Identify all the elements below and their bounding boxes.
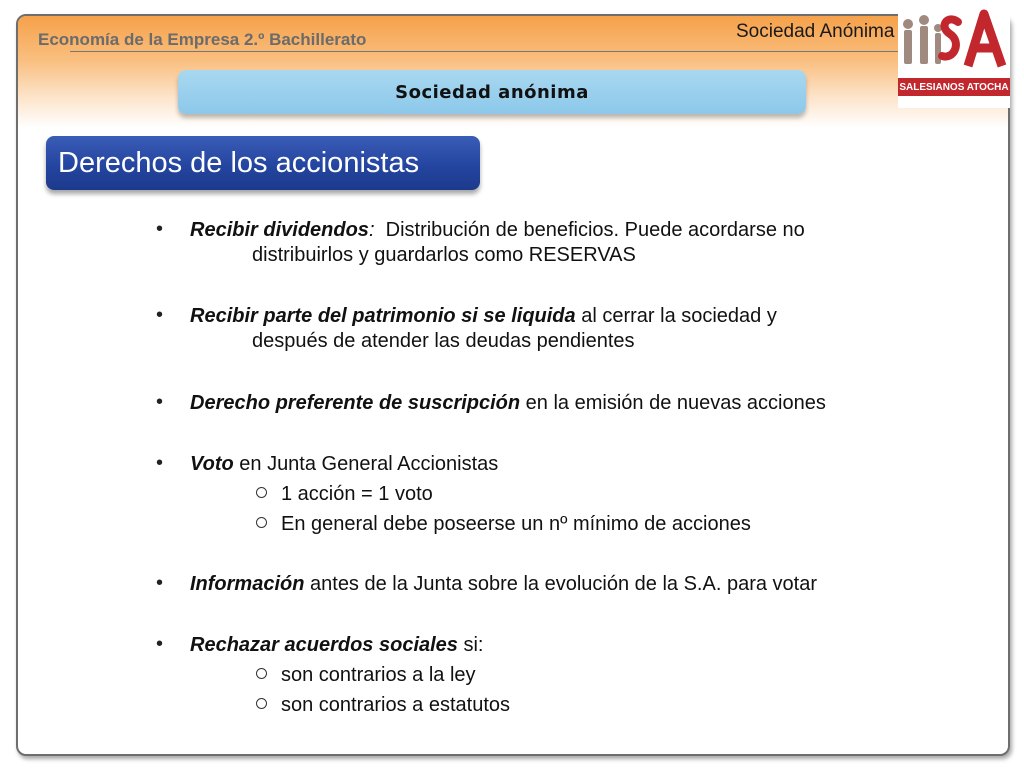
sub-item-text: son contrarios a la ley (281, 664, 476, 686)
slide-frame (16, 14, 1010, 756)
bullet-text: Distribución de beneficios. Puede acordarse no (385, 219, 805, 241)
salesianos-logo (898, 0, 1010, 108)
bullet-continuation: después de atender las deudas pendientes (252, 330, 635, 352)
bullet-term: Voto (190, 453, 234, 475)
bullet-dot-icon: • (156, 572, 164, 594)
circle-bullet-icon (256, 487, 267, 498)
figures-and-sa-letters-logo-icon (898, 0, 1010, 80)
circle-bullet-icon (256, 668, 267, 679)
logo-band (898, 78, 1010, 96)
bullet-term: Recibir parte del patrimonio si se liquida (190, 305, 576, 327)
bullet-dot-icon: • (156, 633, 164, 655)
bullet-text: si: (457, 634, 484, 656)
bullet-text: en Junta General Accionistas (233, 453, 499, 475)
sub-list-item (256, 482, 956, 507)
sub-item-text: 1 acción = 1 voto (281, 483, 433, 505)
bullet-text: en la emisión de nuevas acciones (520, 392, 826, 414)
bullet-term: Rechazar acuerdos sociales (190, 634, 458, 656)
sub-item-text: En general debe poseerse un nº mínimo de acciones (281, 513, 751, 535)
bullet-term: Recibir dividendos (190, 219, 369, 241)
logo-text: SALESIANOS ATOCHA (899, 81, 1009, 93)
bullet-dot-icon: • (156, 218, 164, 240)
bullet-dot-icon: • (156, 391, 164, 413)
sub-item-text: son contrarios a estatutos (281, 694, 511, 716)
bullet-continuation: distribuirlos y guardarlos como RESERVAS (252, 244, 636, 266)
bullet-text: al cerrar la sociedad y (575, 305, 777, 327)
sub-list-item (256, 663, 956, 688)
bullet-separator: : (368, 219, 375, 241)
bullet-text: antes de la Junta sobre la evolución de la S.A. para votar (304, 573, 817, 595)
circle-bullet-icon (256, 517, 267, 528)
header-topic: Sociedad Anónima (736, 21, 895, 42)
bullet-dot-icon: • (156, 304, 164, 326)
bullet-term: Información (190, 573, 305, 595)
sub-list-item (256, 693, 956, 718)
circle-bullet-icon (256, 698, 267, 709)
sub-list-item (256, 512, 956, 537)
section-heading-text: Derechos de los accionistas (58, 146, 420, 179)
bullet-dot-icon: • (156, 452, 164, 474)
bullet-term: Derecho preferente de suscripción (190, 392, 521, 414)
bullet-content (18, 16, 1008, 754)
subtitle-text: Sociedad anónima (395, 81, 589, 103)
course-title: Economía de la Empresa 2.º Bachillerato (38, 30, 367, 49)
